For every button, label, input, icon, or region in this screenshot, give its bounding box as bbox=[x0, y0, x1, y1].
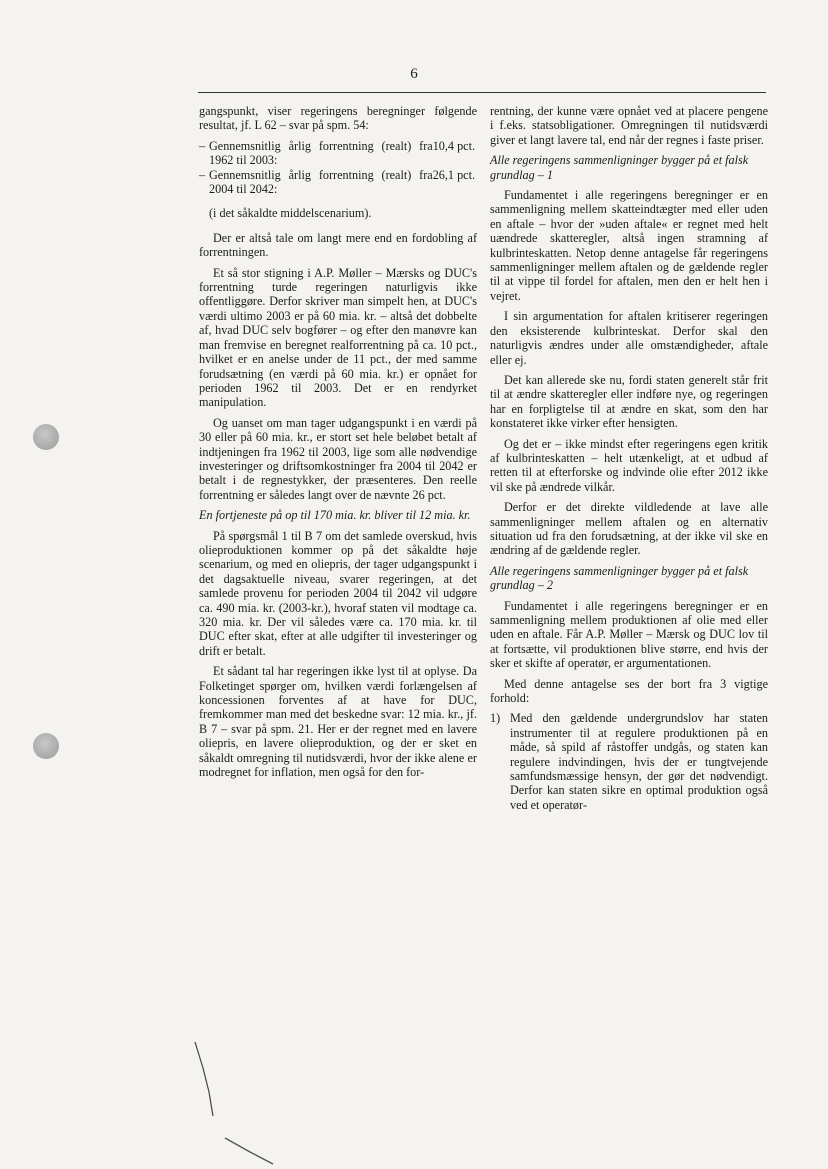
paragraph: Med denne antagelse ses der bort fra 3 vigtige forhold: bbox=[490, 676, 768, 706]
stat-note: (i det såkaldte middelscenarium). bbox=[209, 206, 372, 221]
paragraph: Der er altså tale om langt mere end en fordobling af forrentningen. bbox=[199, 230, 477, 260]
section-heading: En fortjeneste på op til 170 mia. kr. bliver til 12 mia. kr. bbox=[199, 508, 471, 523]
section-heading: Alle regeringens sammenligninger bygger på et falsk grundlag – 2 bbox=[490, 563, 749, 593]
paragraph: Og uanset om man tager udgangspunkt i en værdi på 30 eller på 60 mia. kr., er stort set hele beløbet betalt af indtjeningen fra 1962 til 2003, lige som alle nødvendige investeringer og driftsomkostninger fra 2004 til 2042 er betalt i de regnestykker, der præsenteres. Den reelle forrentning er således langt over de nævnte 26 pct. bbox=[199, 415, 477, 502]
right-column bbox=[490, 104, 768, 812]
paragraph: Et sådant tal har regeringen ikke lyst til at oplyse. Da Folketinget spørger om, hvilken værdi forlængelsen af koncessionen forventes af at have for DUC, fremkommer man med det beskedne svar: 12 mia. kr., jf. B 7 – svar på spm. 21. Her er der regnet med en lavere oliepris, en lavere olieproduktion, og der er sket en såkaldt omregning til nutidsværdi, hvor der ikke alene er modregnet for inflation, men også for den for- bbox=[199, 664, 477, 780]
punch-hole-bottom bbox=[33, 733, 59, 759]
paragraph: rentning, der kunne være opnået ved at placere pengene i f.eks. statsobligationer. Omregningen til nutidsværdi giver et langt lavere tal, end når der regnes i faste priser. bbox=[490, 104, 768, 147]
stat-label: – Gennemsnitlig årlig forrentning (realt) fra 2004 til 2042: bbox=[209, 167, 433, 197]
stat-value: 26,1 pct. bbox=[432, 167, 475, 182]
punch-hole-top bbox=[33, 424, 59, 450]
stat-value: 10,4 pct. bbox=[432, 138, 475, 153]
paragraph: Derfor er det direkte vildledende at lave alle sammenligninger mellem aftalen og en alternativ situation ud fra den forudsætning, at der ikke vil ske en ændring af de gældende regler. bbox=[490, 500, 768, 558]
paragraph: gangspunkt, viser regeringens beregninger følgende resultat, jf. L 62 – svar på spm. 54: bbox=[199, 104, 477, 133]
numbered-list bbox=[490, 711, 768, 812]
list-item bbox=[199, 168, 477, 197]
list-item bbox=[199, 139, 477, 168]
paragraph: På spørgsmål 1 til B 7 om det samlede overskud, hvis olieproduktionen kommer op på det såkaldte høje scenarium, og med en oliepris, der tager udgangspunkt i det dagsaktuelle niveau, svarer regeringen, at det samlede provenu for perioden 2004 til 2042 vil udgøre ca. 490 mia. kr. (2003-kr.), hvoraf staten vil modtage ca. 320 mia. kr. Der vil således være ca. 170 mia. kr. til DUC efter skat, efter at alle udgifter til investeringer og drift er betalt. bbox=[199, 528, 477, 658]
section-heading: Alle regeringens sammenligninger bygger på et falsk grundlag – 1 bbox=[490, 153, 749, 182]
stat-label: – Gennemsnitlig årlig forrentning (realt) fra 1962 til 2003: bbox=[209, 138, 433, 168]
paragraph: Og det er – ikke mindst efter regeringens egen kritik af kulbrinteskatten – helt utænkeligt, at et udbud af retten til at efterforske og indvinde olie efter 2012 ikke vil ske på ændrede vilkår. bbox=[490, 436, 768, 494]
list-text: Med den gældende undergrundslov har staten instrumenter til at regulere produktionen på en måde, så spild af råstoffer undgås, og staten kan regulere indvindingen, hvis der er tungtvejende samfundsmæssige hensyn, der gør det nødvendigt. Derfor kan staten sikre en optimal produktion også ved et operatør- bbox=[510, 711, 768, 812]
list-number: 1) bbox=[490, 711, 501, 726]
page-number: 6 bbox=[410, 66, 418, 82]
paragraph: Fundamentet i alle regeringens beregninger er en sammenligning mellem produktionen af olie med eller uden en aftale. Får A.P. Møller – Mærsk og DUC lov til at fortsætte, vil produktionen blive større, end hvis der sker et skifte af operatør, er argumentationen. bbox=[490, 598, 768, 671]
left-column bbox=[199, 104, 477, 785]
paragraph: Det kan allerede ske nu, fordi staten generelt står frit til at ændre skatteregler eller indføre nye, og regeringen har en forpligtelse til at ændre en skat, som den har konstateret ikke virker efter hensigten. bbox=[490, 372, 768, 431]
statistics-list bbox=[199, 139, 477, 197]
paragraph: I sin argumentation for aftalen kritiserer regeringen den eksisterende kulbrinteskat. Derfor skal den naturligvis ændres under alle omstændigheder, aftale eller ej. bbox=[490, 309, 768, 367]
paragraph: Et så stor stigning i A.P. Møller – Mærsks og DUC's forrentning turde regeringen naturligvis ikke offentliggøre. Derfor skriver man simpelt hen, at DUC's værdi ultimo 2003 er på 60 mia. kr. – altså det dobbelte af, hvad DUC selv bogfører – og efter den manøvre kan man fremvise en beregnet realforrentning på ca. 10 pct., hvilket er en anelse under de 11 pct., der med samme forudsætning (en værdi på 60 mia. kr.) er opnået for perioden 1962 til 2003. Det er en rendyrket manipulation. bbox=[199, 265, 477, 410]
scan-artifact-line bbox=[185, 1040, 285, 1165]
paragraph: Fundamentet i alle regeringens beregninger er en sammenligning mellem skatteindtægter med eller uden en aftale – hvor der »uden aftale« er regnet med helt uændrede skatteregler, altså ingen stramning af kulbrinteskatten. Netop denne antagelse får regeringens sammenligninger mellem aftalen og de gældende regler til at vippe til fordel for aftalen, men den er helt hen i vejret. bbox=[490, 188, 768, 303]
list-item bbox=[490, 711, 768, 812]
header-rule bbox=[198, 92, 766, 93]
